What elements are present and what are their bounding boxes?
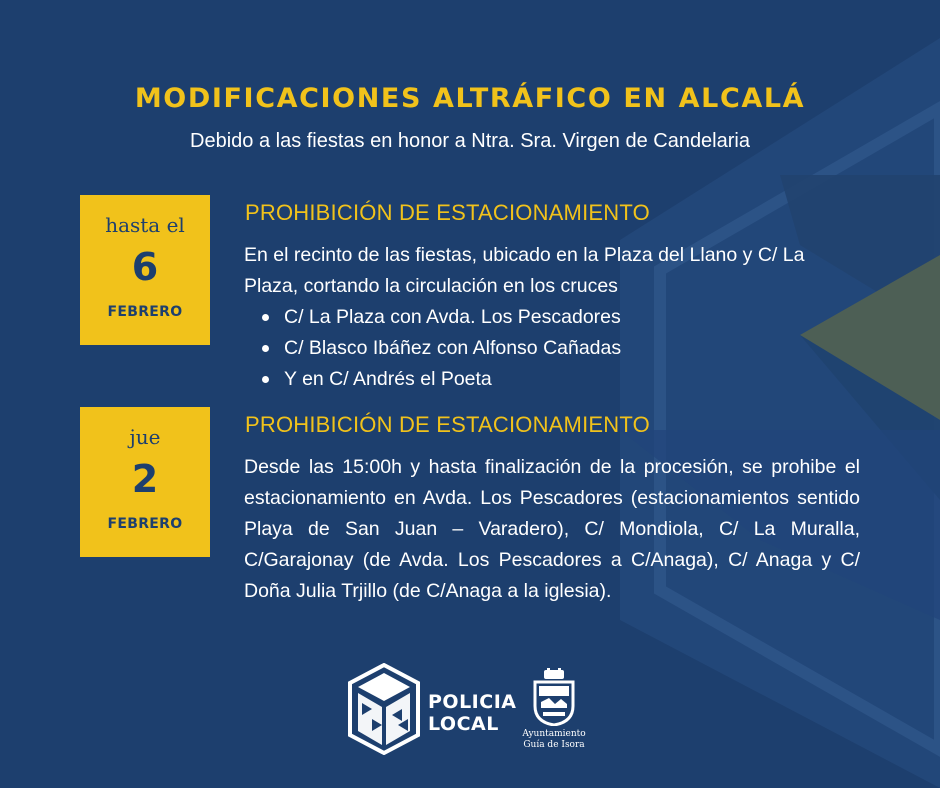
ayuntamiento-crest-icon — [527, 668, 581, 726]
date-badge-2 — [80, 407, 210, 557]
list-item: C/ Blasco Ibáñez con Alfonso Cañadas — [244, 333, 860, 364]
notice-1-heading: PROHIBICIÓN DE ESTACIONAMIENTO — [245, 200, 650, 225]
date-day: 2 — [131, 457, 159, 501]
date-prefix: jue — [129, 425, 161, 449]
notice-1-street-list — [244, 302, 860, 395]
notice-2-text: Desde las 15:00h y hasta finalización de la procesión, se prohibe el estacionamiento en Avda. Los Pescadores (estacionamientos sentido Playa de San Juan – Varadero), C/ Mondiola, C/ La Muralla, C/Garajonay (de Avda. Los Pescadores a C/Anaga), C/ Anaga y C/ Doña Julia Trjillo (de C/Anaga a la iglesia). — [244, 456, 860, 602]
date-day: 6 — [131, 245, 159, 289]
page-subtitle: Debido a las fiestas en honor a Ntra. Sra. Virgen de Candelaria — [190, 130, 750, 152]
ayuntamiento-name: Ayuntamiento Guía de Isora — [522, 729, 586, 750]
list-item: Y en C/ Andrés el Poeta — [244, 364, 860, 395]
policia-local-wordmark: POLICIA LOCAL — [428, 691, 517, 735]
notice-1-body — [244, 240, 860, 395]
notice-1-text: En el recinto de las fiestas, ubicado en la Plaza del Llano y C/ La Plaza, cortando la circulación en los cruces — [244, 244, 805, 297]
policia-local-shield-icon — [348, 663, 420, 755]
page-title: MODIFICACIONES ALTRÁFICO EN ALCALÁ — [134, 83, 806, 114]
date-month: FEBRERO — [107, 304, 183, 320]
list-item: C/ La Plaza con Avda. Los Pescadores — [244, 302, 860, 333]
notice-2-heading: PROHIBICIÓN DE ESTACIONAMIENTO — [245, 412, 650, 437]
date-prefix: hasta el — [105, 213, 185, 237]
date-badge-1 — [80, 195, 210, 345]
date-month: FEBRERO — [107, 516, 183, 532]
